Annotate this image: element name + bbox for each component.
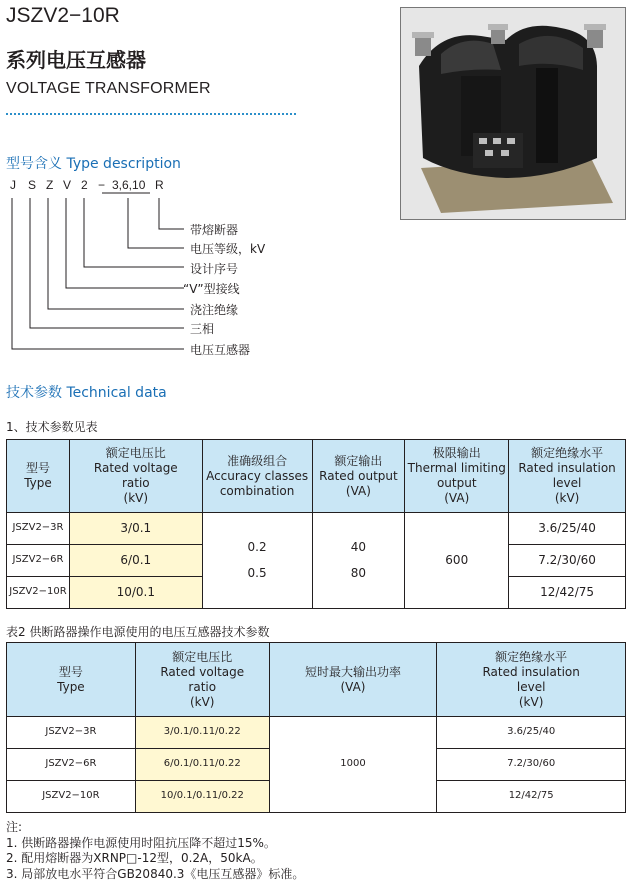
header-thermal-cn: 极限输出 <box>432 446 481 460</box>
header-insulation-level <box>437 643 626 717</box>
header-insulation-en2: level <box>552 476 582 490</box>
cell-ratio: 3/0.1/0.11/0.22 <box>135 717 269 749</box>
cell-accuracy <box>202 513 312 609</box>
header-insulation-en1: Rated insulation <box>518 461 616 475</box>
code-char-z: Z <box>46 178 54 192</box>
type-description-heading: 型号含义 Type description <box>6 156 181 172</box>
meaning-design-serial: 设计序号 <box>190 262 239 276</box>
table2-caption: 表2 供断路器操作电源使用的电压互感器技术参数 <box>6 625 270 639</box>
cell-insulation: 12/42/75 <box>509 577 626 609</box>
technical-data-table <box>6 439 626 609</box>
note-item: 3. 局部放电水平符合GB20840.3《电压互感器》标准。 <box>6 866 305 881</box>
code-char-r: R <box>155 178 164 192</box>
header-accuracy-en2: combination <box>219 483 295 498</box>
notes-block <box>6 820 304 882</box>
cell-max-output: 1000 <box>269 717 437 813</box>
cell-ratio: 6/0.1/0.11/0.22 <box>135 749 269 781</box>
cell-insulation: 3.6/25/40 <box>509 513 626 545</box>
code-char-s: S <box>28 178 37 192</box>
accuracy-value-1: 0.2 <box>247 540 267 554</box>
note-item: 2. 配用熔断器为XRNP□-12型，0.2A，50kA。 <box>6 851 263 865</box>
header-type <box>7 440 70 513</box>
transformer-illustration <box>401 8 626 220</box>
meaning-fuse: 带熔断器 <box>190 223 239 237</box>
header-type-en: Type <box>24 476 52 490</box>
cell-insulation: 7.2/30/60 <box>509 545 626 577</box>
cell-ratio: 10/0.1/0.11/0.22 <box>135 781 269 813</box>
cell-insulation: 12/42/75 <box>437 781 626 813</box>
header-insulation-en2: level <box>516 679 546 694</box>
header-insulation-cn: 额定绝缘水平 <box>495 649 568 664</box>
header-rated-output <box>312 440 405 513</box>
cell-rated-output <box>312 513 405 609</box>
rated-output-value-2: 80 <box>350 566 367 580</box>
cell-type: JSZV2−10R <box>7 577 70 609</box>
cell-ratio: 3/0.1 <box>69 513 202 545</box>
header-thermal-en1: Thermal limiting <box>407 461 506 475</box>
table2-header-row <box>7 643 626 717</box>
cell-type: JSZV2−3R <box>7 513 70 545</box>
code-char-dash: − <box>98 178 106 192</box>
cell-ratio: 6/0.1 <box>69 545 202 577</box>
cell-insulation: 3.6/25/40 <box>437 717 626 749</box>
header-max-output-cn: 短时最大输出功率 <box>304 664 401 679</box>
table-row <box>7 717 626 749</box>
product-model-title: JSZV2−10R <box>6 4 120 27</box>
header-ratio-cn: 额定电压比 <box>172 649 233 664</box>
header-insulation-level <box>509 440 626 513</box>
dotted-divider <box>6 113 296 115</box>
header-ratio-cn: 额定电压比 <box>105 446 166 460</box>
product-title-chinese: 系列电压互感器 <box>6 48 146 72</box>
product-photo <box>400 7 626 220</box>
header-output-unit: (VA) <box>345 483 371 498</box>
header-ratio-unit: (kV) <box>123 491 149 505</box>
table1-header-row <box>7 440 626 513</box>
accuracy-value-2: 0.5 <box>247 566 267 580</box>
cell-type: JSZV2−3R <box>7 717 136 749</box>
header-accuracy-classes <box>202 440 312 513</box>
cell-insulation: 7.2/30/60 <box>437 749 626 781</box>
header-insulation-en1: Rated insulation <box>482 664 580 679</box>
header-output-cn: 额定输出 <box>334 453 383 468</box>
cell-type: JSZV2−6R <box>7 545 70 577</box>
header-max-output-unit: (VA) <box>340 679 366 694</box>
header-output-en: Rated output <box>319 468 398 483</box>
header-ratio-en1: Rated voltage <box>160 664 245 679</box>
header-ratio-en2: ratio <box>188 679 217 694</box>
header-insulation-cn: 额定绝缘水平 <box>531 446 604 460</box>
header-thermal-limiting <box>405 440 509 513</box>
code-char-2: 2 <box>81 178 88 192</box>
header-insulation-unit: (kV) <box>554 491 580 505</box>
header-type-cn: 型号 <box>25 461 50 475</box>
header-max-output-power <box>269 643 437 717</box>
header-rated-voltage-ratio <box>69 440 202 513</box>
header-accuracy-cn: 准确级组合 <box>227 453 288 468</box>
header-rated-voltage-ratio <box>135 643 269 717</box>
meaning-voltage-transformer: 电压互感器 <box>190 343 251 357</box>
header-type-en: Type <box>57 679 85 694</box>
header-thermal-unit: (VA) <box>444 491 470 505</box>
technical-data-heading: 技术参数 Technical data <box>6 385 167 401</box>
cell-ratio: 10/0.1 <box>69 577 202 609</box>
meaning-voltage-level: 电压等级，kV <box>190 242 266 256</box>
notes-title: 注: <box>6 820 23 834</box>
table1-caption: 1、技术参数见表 <box>6 420 98 434</box>
code-char-v: V <box>63 178 72 192</box>
breaker-supply-table <box>6 642 626 813</box>
table-row <box>7 513 626 545</box>
meaning-cast-insulation: 浇注绝缘 <box>190 303 239 317</box>
header-accuracy-en1: Accuracy classes <box>206 468 309 483</box>
product-title-english: VOLTAGE TRANSFORMER <box>6 80 211 97</box>
meaning-v-connection: “V”型接线 <box>183 282 240 296</box>
cell-type: JSZV2−6R <box>7 749 136 781</box>
header-ratio-unit: (kV) <box>189 694 215 709</box>
meaning-three-phase: 三相 <box>190 322 215 336</box>
header-thermal-en2: output <box>436 476 477 490</box>
code-voltage-values: 3,6,10 <box>112 178 146 192</box>
header-type <box>7 643 136 717</box>
cell-thermal-limiting: 600 <box>405 513 509 609</box>
header-ratio-en2: ratio <box>121 476 150 490</box>
cell-type: JSZV2−10R <box>7 781 136 813</box>
header-ratio-en1: Rated voltage <box>93 461 178 475</box>
note-item: 1. 供断路器操作电源使用时阻抗压降不超过15%。 <box>6 835 276 850</box>
header-type-cn: 型号 <box>58 664 83 679</box>
code-char-j: J <box>10 178 16 192</box>
header-insulation-unit: (kV) <box>518 694 544 709</box>
rated-output-value-1: 40 <box>350 540 367 554</box>
